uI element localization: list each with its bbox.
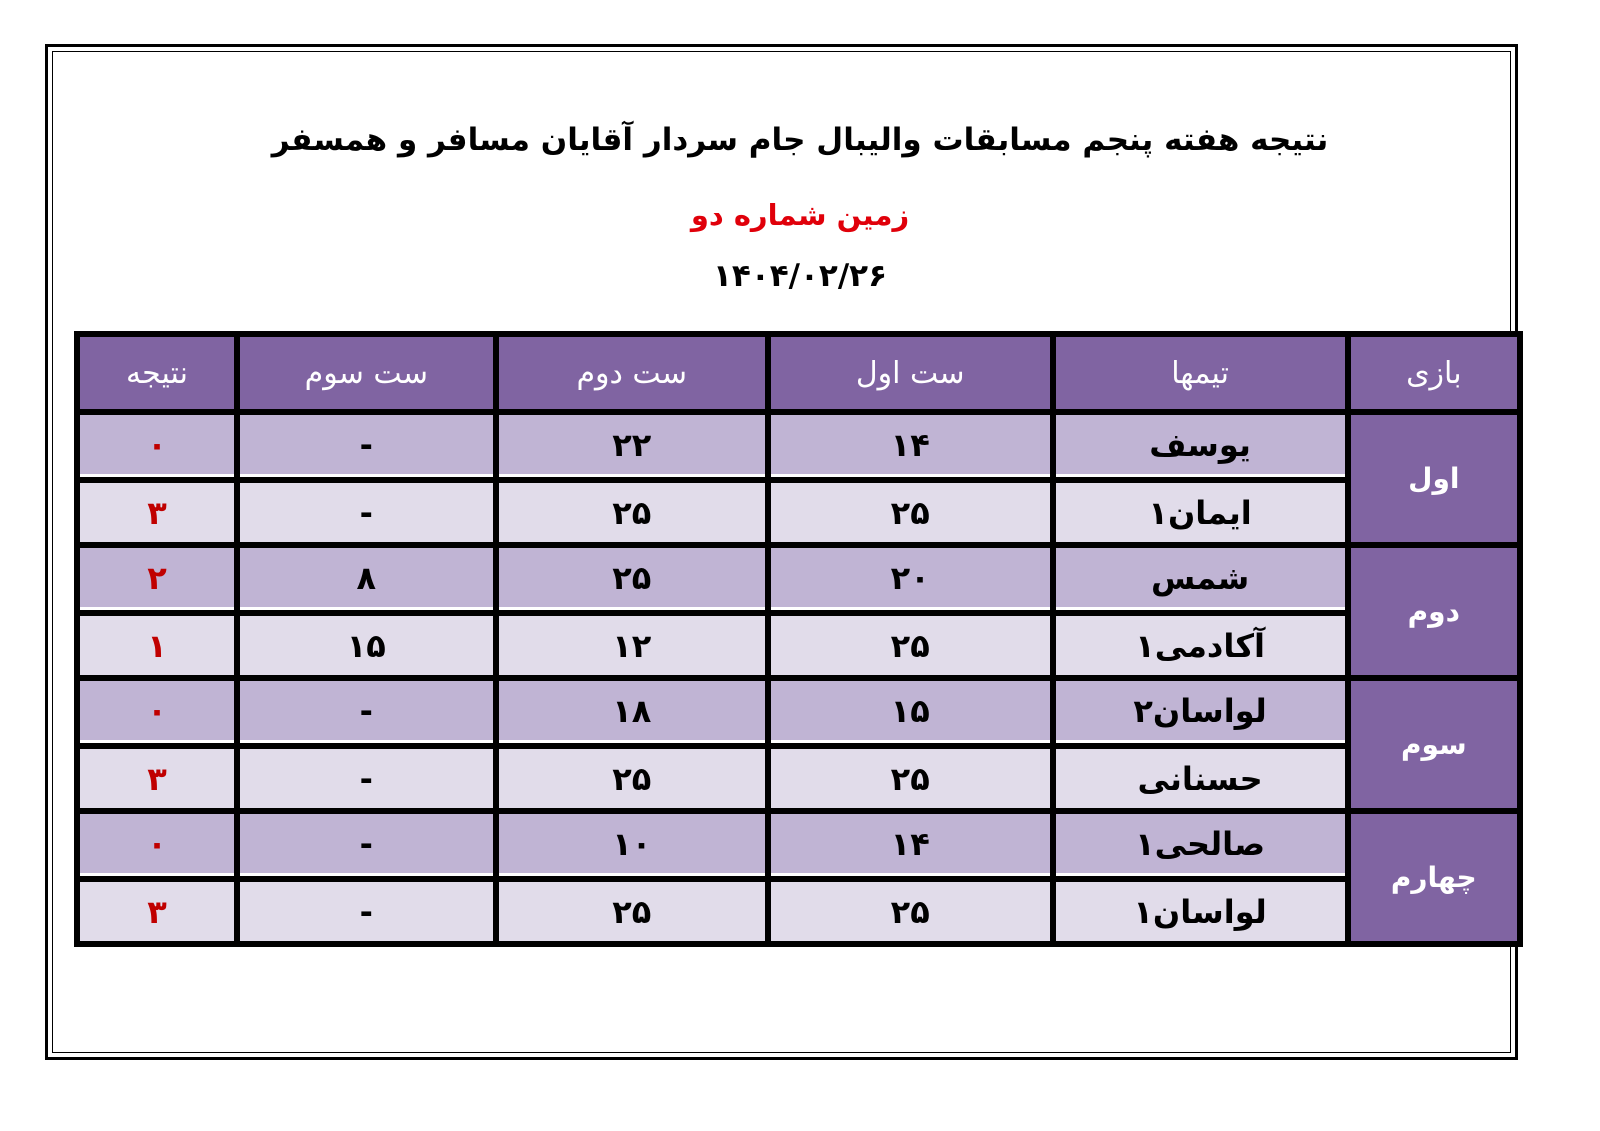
set3-cell: -: [240, 415, 493, 477]
header-game: بازی: [1351, 337, 1517, 409]
set2-cell: ۱۲: [499, 616, 765, 675]
team-cell: آکادمی۱: [1056, 616, 1345, 675]
header-set3: ست سوم: [240, 337, 493, 409]
result-cell: ۳: [80, 749, 234, 808]
set1-cell: ۱۴: [771, 415, 1050, 477]
team-cell: یوسف: [1056, 415, 1345, 477]
result-cell: ۰: [80, 681, 234, 743]
table-row: [80, 882, 1517, 941]
set2-cell: ۲۵: [499, 548, 765, 610]
set3-cell: -: [240, 681, 493, 743]
team-cell: شمس: [1056, 548, 1345, 610]
set3-cell: -: [240, 749, 493, 808]
set2-cell: ۲۲: [499, 415, 765, 477]
game-label: سوم: [1351, 681, 1517, 808]
table-row: [80, 749, 1517, 808]
team-cell: ایمان۱: [1056, 483, 1345, 542]
table-row: [80, 415, 1517, 477]
table-row: [80, 681, 1517, 743]
result-cell: ۱: [80, 616, 234, 675]
result-cell: ۳: [80, 882, 234, 941]
set2-cell: ۲۵: [499, 882, 765, 941]
result-cell: ۳: [80, 483, 234, 542]
court-subtitle: زمین شماره دو: [690, 198, 910, 232]
table-row: [80, 483, 1517, 542]
set2-cell: ۲۵: [499, 749, 765, 808]
result-cell: ۰: [80, 415, 234, 477]
game-label: اول: [1351, 415, 1517, 542]
set1-cell: ۲۵: [771, 483, 1050, 542]
set2-cell: ۲۵: [499, 483, 765, 542]
table-row: [80, 814, 1517, 876]
set3-cell: ۱۵: [240, 616, 493, 675]
results-table: [74, 331, 1523, 947]
table-row: [80, 616, 1517, 675]
set1-cell: ۲۵: [771, 749, 1050, 808]
set1-cell: ۲۵: [771, 616, 1050, 675]
set3-cell: ۸: [240, 548, 493, 610]
result-cell: ۲: [80, 548, 234, 610]
header-set2: ست دوم: [499, 337, 765, 409]
header-result: نتیجه: [80, 337, 234, 409]
set3-cell: -: [240, 882, 493, 941]
header-teams: تیمها: [1056, 337, 1345, 409]
set2-cell: ۱۰: [499, 814, 765, 876]
table-row: [80, 548, 1517, 610]
team-cell: لواسان۲: [1056, 681, 1345, 743]
set3-cell: -: [240, 814, 493, 876]
header-set1: ست اول: [771, 337, 1050, 409]
document-title: نتیجه هفته پنجم مسابقات والیبال جام سردار آقایان مسافر و همسفر: [271, 122, 1329, 158]
game-label: چهارم: [1351, 814, 1517, 941]
match-date: ۱۴۰۴/۰۲/۲۶: [712, 258, 887, 294]
set1-cell: ۱۵: [771, 681, 1050, 743]
team-cell: حسنانی: [1056, 749, 1345, 808]
game-label: دوم: [1351, 548, 1517, 675]
team-cell: لواسان۱: [1056, 882, 1345, 941]
set3-cell: -: [240, 483, 493, 542]
result-cell: ۰: [80, 814, 234, 876]
set2-cell: ۱۸: [499, 681, 765, 743]
set1-cell: ۲۵: [771, 882, 1050, 941]
set1-cell: ۲۰: [771, 548, 1050, 610]
team-cell: صالحی۱: [1056, 814, 1345, 876]
header-row: [80, 337, 1517, 409]
set1-cell: ۱۴: [771, 814, 1050, 876]
